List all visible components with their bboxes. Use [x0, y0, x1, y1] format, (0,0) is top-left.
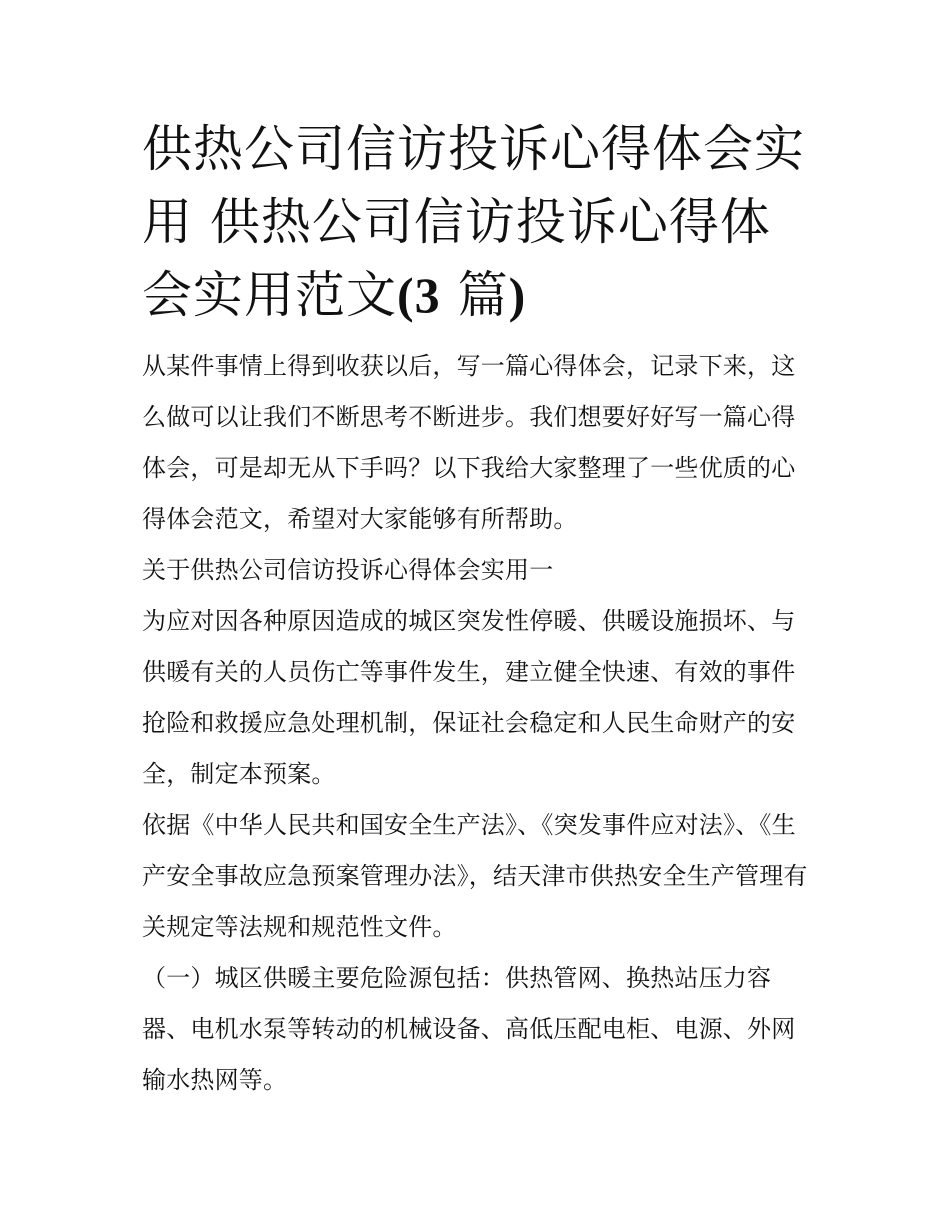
- title-spacer: [142, 332, 814, 341]
- document-title: [142, 113, 814, 332]
- title-count-text: (3: [397, 267, 441, 323]
- document-body: [142, 113, 814, 1106]
- purpose-paragraph: 为应对因各种原因造成的城区突发性停暖、供暖设施损坏、与供暖有关的人员伤亡等事件发生，建立健全快速、有效的事件抢险和救援应急处理机制，保证社会稳定和人民生命财产的安全，制定本预案。: [142, 607, 796, 788]
- title-main-text: 供热公司信访投诉心得体会实用 供热公司信访投诉心得体会实用范文: [142, 120, 805, 324]
- hazard-paragraph: （一）城区供暖主要危险源包括：供热管网、换热站压力容器、电机水泵等转动的机械设备、高低压配电柜、电源、外网输水热网等。: [142, 964, 796, 1094]
- basis-paragraph: 依据《中华人民共和国安全生产法》、《突发事件应对法》、《生产安全事故应急预案管理办法》，结天津市供热安全生产管理有关规定等法规和规范性文件。: [142, 811, 808, 941]
- section-heading: 关于供热公司信访投诉心得体会实用一: [142, 556, 554, 584]
- title-unit-text: 篇: [457, 266, 509, 324]
- title-close-text: ): [508, 267, 527, 323]
- intro-paragraph: 从某件事情上得到收获以后，写一篇心得体会，记录下来，这么做可以让我们不断思考不断进步。我们想要好好写一篇心得体会，可是却无从下手吗？以下我给大家整理了一些优质的心得体会范文，希望对大家能够有所帮助。: [142, 352, 796, 533]
